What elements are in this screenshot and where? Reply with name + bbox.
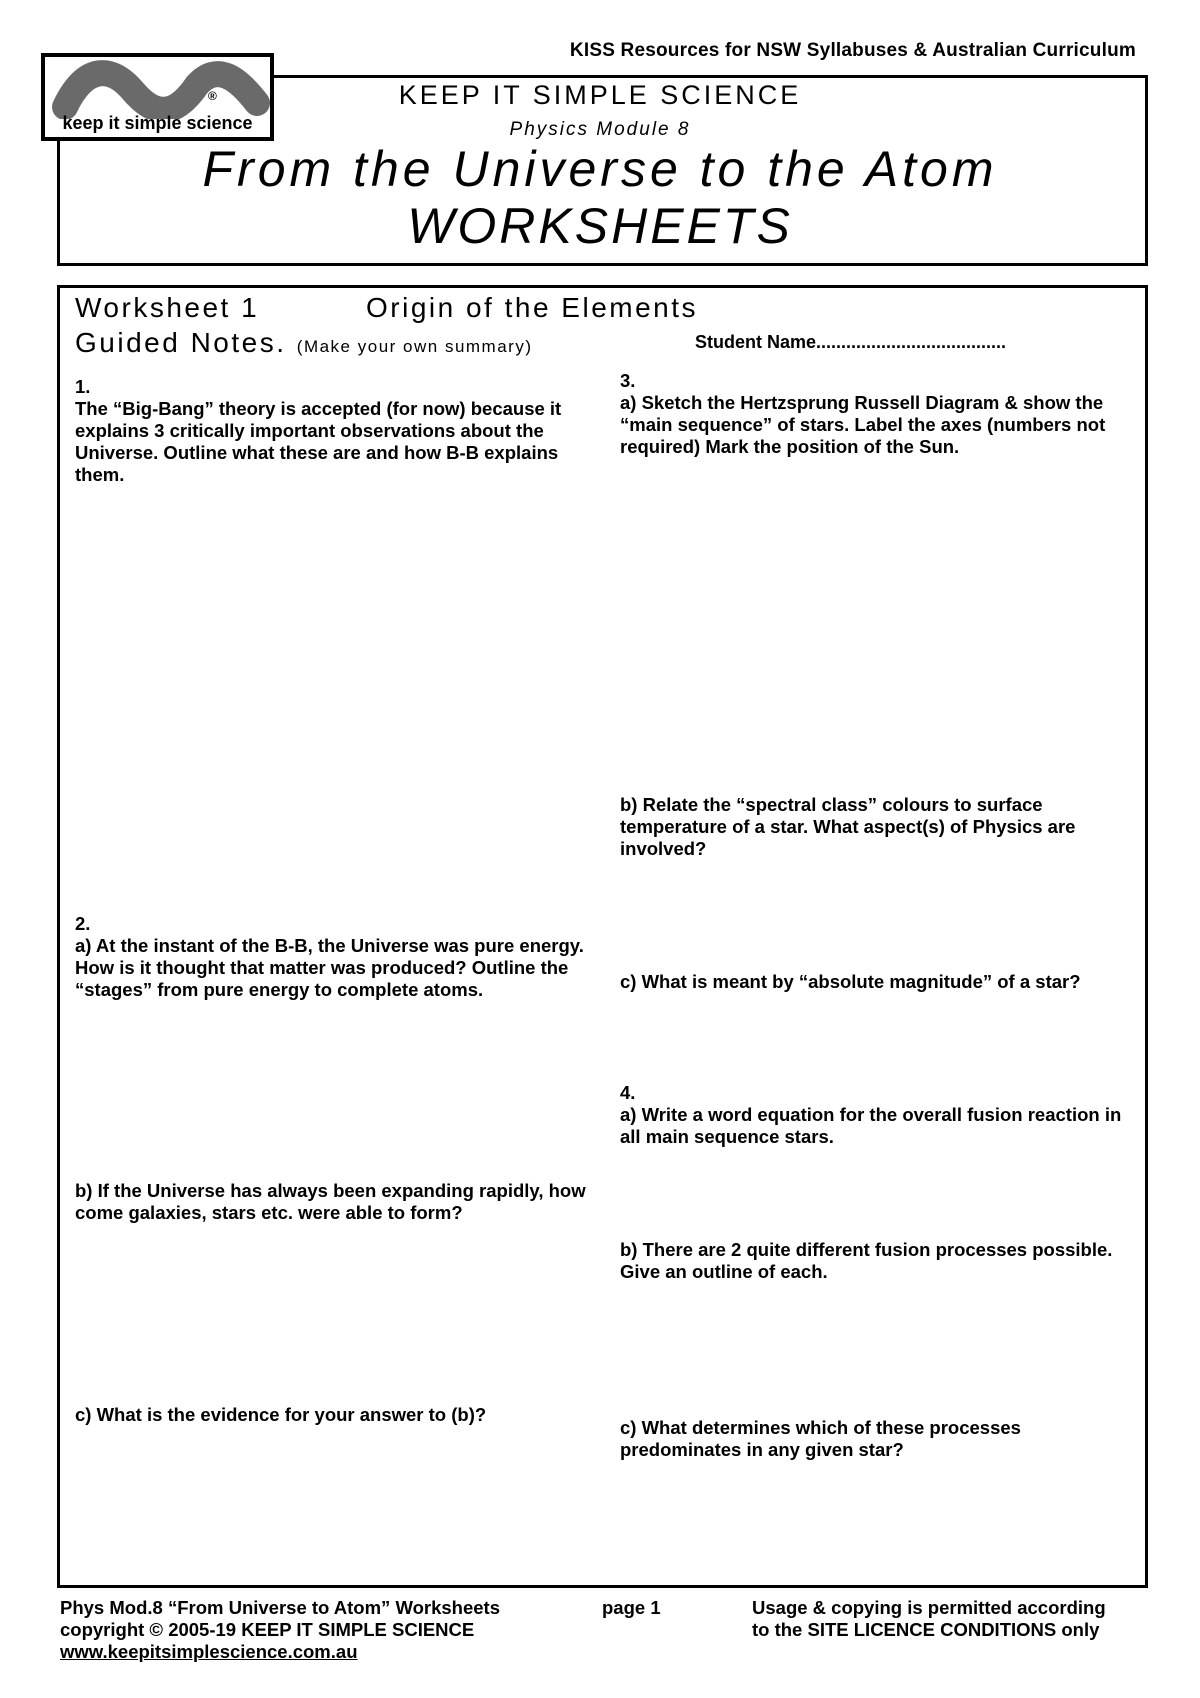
footer-copyright: copyright © 2005-19 KEEP IT SIMPLE SCIENCE	[60, 1619, 475, 1640]
question-1	[75, 376, 595, 486]
question-text: a) At the instant of the B-B, the Universe was pure energy. How is it thought that matter was produced? Outline the “stages” from pure energy to complete atoms.	[75, 935, 584, 1000]
question-text: The “Big-Bang” theory is accepted (for now) because it explains 3 critically important observations about the Universe. Outline what these are and how B-B explains them.	[75, 398, 562, 485]
guided-label: Guided Notes.	[75, 327, 287, 358]
question-text: c) What is the evidence for your answer to (b)?	[75, 1404, 487, 1425]
question-text: b) If the Universe has always been expanding rapidly, how come galaxies, stars etc. were able to form?	[75, 1180, 586, 1223]
usage-line-2: to the SITE LICENCE CONDITIONS only	[752, 1619, 1100, 1640]
worksheet-number: Worksheet 1	[75, 292, 260, 323]
question-text: c) What determines which of these processes predominates in any given star?	[620, 1417, 1021, 1460]
question-number: 1.	[75, 376, 91, 397]
registered-mark: ®	[208, 89, 217, 103]
page-subtitle: WORKSHEETS	[407, 198, 793, 254]
question-text: b) There are 2 quite different fusion processes possible. Give an outline of each.	[620, 1239, 1113, 1282]
usage-line-1: Usage & copying is permitted according	[752, 1597, 1106, 1618]
question-text: c) What is meant by “absolute magnitude” of a star?	[620, 971, 1081, 992]
kiss-title: KEEP IT SIMPLE SCIENCE	[398, 80, 802, 110]
worksheet-topic: Origin of the Elements	[366, 292, 699, 323]
guided-notes-heading	[75, 327, 533, 359]
website-link[interactable]: www.keepitsimplescience.com.au	[60, 1641, 358, 1662]
question-2b	[75, 1180, 595, 1224]
question-3b	[620, 794, 1140, 860]
module-label: Physics Module 8	[509, 119, 691, 140]
page-title: From the Universe to the Atom	[202, 141, 998, 197]
guided-note: (Make your own summary)	[296, 337, 533, 356]
question-number: 4.	[620, 1082, 636, 1103]
question-2a	[75, 913, 595, 1001]
student-name-field[interactable]: Student Name......................................	[695, 332, 1007, 352]
footer-usage	[752, 1597, 1106, 1641]
question-text: b) Relate the “spectral class” colours to surface temperature of a star. What aspect(s) of Physics are involved?	[620, 794, 1076, 859]
logo-text: keep it simple science	[62, 113, 253, 133]
question-text: a) Write a word equation for the overall fusion reaction in all main sequence stars.	[620, 1104, 1122, 1147]
footer-course: Phys Mod.8 “From Universe to Atom” Worksheets	[60, 1597, 500, 1618]
question-4a	[620, 1082, 1140, 1148]
question-4c	[620, 1417, 1140, 1461]
question-text: a) Sketch the Hertzsprung Russell Diagram & show the “main sequence” of stars. Label the axes (numbers not required) Mark the position of the Sun.	[620, 392, 1106, 457]
page-number: page 1	[602, 1597, 661, 1618]
top-note: KISS Resources for NSW Syllabuses & Australian Curriculum	[569, 40, 1136, 61]
question-2c	[75, 1404, 595, 1426]
question-4b	[620, 1239, 1140, 1283]
question-3c	[620, 971, 1140, 993]
question-number: 2.	[75, 913, 91, 934]
question-3a	[620, 370, 1140, 458]
question-number: 3.	[620, 370, 636, 391]
footer-left	[60, 1597, 500, 1663]
